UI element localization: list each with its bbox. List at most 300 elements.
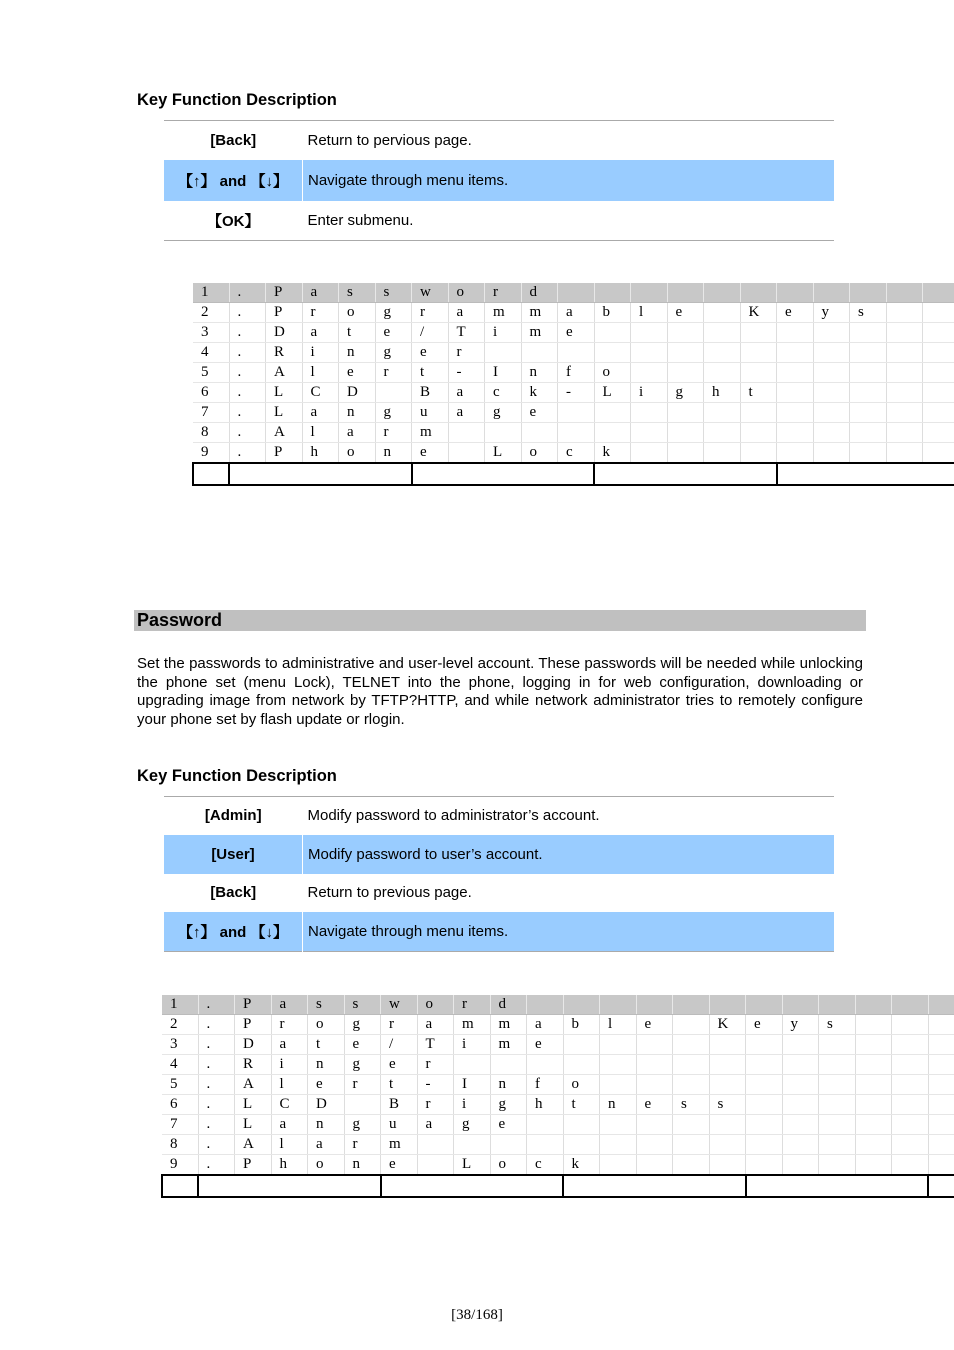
lcd-cell: c: [558, 443, 595, 464]
lcd-cell: m: [490, 1015, 527, 1035]
lcd-cell: [709, 1115, 746, 1135]
lcd-cell: r: [344, 1075, 381, 1095]
lcd-cell: [813, 403, 850, 423]
key-description: Modify password to administrator’s account.: [307, 807, 600, 825]
key-function-row: [164, 835, 834, 874]
lcd-cell: [886, 443, 923, 464]
lcd-cell: [923, 343, 954, 363]
key-description: Enter submenu.: [307, 211, 414, 229]
lcd-cell: [850, 383, 887, 403]
lcd-cell: [740, 283, 777, 303]
lcd-cell: [631, 343, 668, 363]
lcd-cell: B: [412, 383, 449, 403]
lcd-cell: e: [381, 1055, 418, 1075]
lcd-cell: .: [229, 403, 266, 423]
lcd-cell: [563, 995, 600, 1015]
lcd-cell: [558, 403, 595, 423]
lcd-cell: [636, 1035, 673, 1055]
lcd-cell: T: [448, 323, 485, 343]
lcd-cell: .: [198, 1035, 235, 1055]
lcd-cell: e: [558, 323, 595, 343]
lcd-cell: [886, 343, 923, 363]
lcd-cell: [928, 1115, 954, 1135]
lcd-cell: [782, 1115, 819, 1135]
key-function-heading: Key Function Description: [137, 767, 337, 785]
lcd-cell: [819, 995, 856, 1015]
key-name: [User]: [164, 835, 303, 874]
lcd-cell: L: [235, 1095, 272, 1115]
lcd-cell: a: [308, 1135, 345, 1155]
lcd-cell: [704, 323, 741, 343]
lcd-cell: [527, 995, 564, 1015]
lcd-cell: m: [521, 323, 558, 343]
lcd-cell: [563, 1135, 600, 1155]
lcd-cell: [928, 1155, 954, 1176]
lcd-cell: .: [198, 1115, 235, 1135]
lcd-cell: [850, 363, 887, 383]
lcd-row: [193, 383, 954, 403]
lcd-cell: L: [266, 383, 303, 403]
lcd-cell: r: [302, 303, 339, 323]
lcd-cell: 6: [193, 383, 229, 403]
lcd-cell: b: [594, 303, 631, 323]
lcd-softkey-slot: [777, 463, 954, 485]
lcd-cell: 1: [193, 283, 229, 303]
lcd-cell: [819, 1055, 856, 1075]
lcd-cell: [709, 1135, 746, 1155]
lcd-cell: e: [777, 303, 814, 323]
lcd-cell: t: [339, 323, 376, 343]
lcd-cell: r: [417, 1055, 454, 1075]
lcd-cell: a: [448, 383, 485, 403]
lcd-cell: n: [308, 1055, 345, 1075]
lcd-cell: -: [558, 383, 595, 403]
lcd-cell: [855, 995, 892, 1015]
lcd-cell: [886, 283, 923, 303]
lcd-cell: 7: [193, 403, 229, 423]
lcd-row: [193, 423, 954, 443]
lcd-cell: e: [521, 403, 558, 423]
lcd-cell: h: [271, 1155, 308, 1176]
lcd-row: [193, 283, 954, 303]
lcd-cell: [819, 1035, 856, 1055]
lcd-row: [162, 1035, 954, 1055]
lcd-cell: r: [381, 1015, 418, 1035]
key-function-row: [164, 121, 834, 160]
lcd-cell: [923, 363, 954, 383]
lcd-cell: g: [344, 1055, 381, 1075]
lcd-cell: [490, 1055, 527, 1075]
lcd-cell: n: [600, 1095, 637, 1115]
lcd-cell: [709, 1035, 746, 1055]
lcd-cell: [746, 1075, 783, 1095]
lcd-row: [193, 363, 954, 383]
lcd-cell: [563, 1055, 600, 1075]
lcd-cell: [813, 283, 850, 303]
section-paragraph: Set the passwords to administrative and user-level account. These passwords will be needed while unlocking the phone set (menu Lock), TELNET into the phone, logging in for web configuration, downloading or upgrading image from network by TFTP?HTTP, and while network administrator tries to remotely configure your phone set by flash update or rlogin.: [137, 655, 863, 728]
lcd-cell: s: [344, 995, 381, 1015]
lcd-cell: [527, 1115, 564, 1135]
lcd-cell: [855, 1035, 892, 1055]
lcd-cell: [527, 1135, 564, 1155]
lcd-cell: d: [521, 283, 558, 303]
lcd-cell: [777, 343, 814, 363]
lcd-cell: P: [235, 1155, 272, 1176]
lcd-cell: [740, 403, 777, 423]
lcd-cell: [850, 323, 887, 343]
lcd-cell: o: [594, 363, 631, 383]
lcd-cell: r: [344, 1135, 381, 1155]
lcd-cell: [594, 343, 631, 363]
lcd-cell: L: [266, 403, 303, 423]
lcd-cell: [819, 1155, 856, 1176]
key-name: 【OK】: [206, 212, 260, 230]
lcd-cell: [850, 423, 887, 443]
lcd-cell: [600, 1155, 637, 1176]
lcd-cell: 6: [162, 1095, 198, 1115]
lcd-cell: -: [417, 1075, 454, 1095]
lcd-softkey-slot: [229, 463, 412, 485]
lcd-cell: .: [198, 1135, 235, 1155]
lcd-cell: [886, 403, 923, 423]
lcd-cell: [892, 995, 929, 1015]
lcd-cell: .: [229, 303, 266, 323]
lcd-cell: r: [412, 303, 449, 323]
lcd-cell: h: [527, 1095, 564, 1115]
lcd-cell: [448, 443, 485, 464]
lcd-cell: 4: [162, 1055, 198, 1075]
lcd-cell: o: [490, 1155, 527, 1176]
lcd-cell: t: [563, 1095, 600, 1115]
lcd-cell: 5: [193, 363, 229, 383]
lcd-cell: a: [339, 423, 376, 443]
lcd-cell: e: [375, 323, 412, 343]
lcd-cell: o: [308, 1015, 345, 1035]
lcd-softkey-slot: [746, 1175, 929, 1197]
lcd-cell: [673, 1135, 710, 1155]
lcd-cell: D: [266, 323, 303, 343]
lcd-cell: D: [308, 1095, 345, 1115]
lcd-cell: [928, 995, 954, 1015]
lcd-cell: K: [709, 1015, 746, 1035]
lcd-cell: [636, 1135, 673, 1155]
lcd-cell: g: [490, 1095, 527, 1115]
lcd-cell: [631, 363, 668, 383]
lcd-cell: [673, 1015, 710, 1035]
lcd-cell: r: [375, 363, 412, 383]
lcd-cell: [892, 1155, 929, 1176]
lcd-cell: [563, 1115, 600, 1135]
lcd-cell: [777, 363, 814, 383]
lcd-cell: [521, 423, 558, 443]
lcd-row: [193, 323, 954, 343]
lcd-cell: [631, 283, 668, 303]
lcd-cell: [855, 1155, 892, 1176]
section-title: Password: [137, 610, 223, 630]
lcd-cell: [740, 323, 777, 343]
lcd-cell: t: [308, 1035, 345, 1055]
lcd-cell: a: [271, 1035, 308, 1055]
lcd-row: [162, 1015, 954, 1035]
lcd-cell: 3: [193, 323, 229, 343]
lcd-cell: d: [490, 995, 527, 1015]
lcd-cell: o: [339, 443, 376, 464]
lcd-row: [193, 443, 954, 464]
lcd-cell: o: [448, 283, 485, 303]
lcd-cell: [667, 363, 704, 383]
lcd-cell: C: [302, 383, 339, 403]
lcd-softkey-slot: [162, 1175, 198, 1197]
lcd-cell: a: [417, 1015, 454, 1035]
lcd-cell: m: [485, 303, 522, 323]
lcd-cell: L: [235, 1115, 272, 1135]
lcd-cell: [636, 1115, 673, 1135]
key-name: 【↑】 and 【↓】: [164, 160, 303, 201]
lcd-cell: r: [375, 423, 412, 443]
lcd-cell: [709, 1075, 746, 1095]
lcd-cell: [777, 323, 814, 343]
lcd-cell: e: [490, 1115, 527, 1135]
lcd-cell: [594, 283, 631, 303]
lcd-cell: [892, 1135, 929, 1155]
key-function-row: [164, 201, 834, 241]
lcd-cell: [704, 363, 741, 383]
key-function-heading: Key Function Description: [137, 91, 337, 109]
lcd-cell: [819, 1075, 856, 1095]
lcd-cell: [923, 443, 954, 464]
key-function-table: [164, 796, 834, 952]
lcd-cell: m: [412, 423, 449, 443]
lcd-cell: [558, 343, 595, 363]
lcd-cell: [782, 995, 819, 1015]
lcd-cell: [600, 1135, 637, 1155]
lcd-cell: .: [229, 283, 266, 303]
lcd-row: [193, 403, 954, 423]
lcd-cell: .: [229, 323, 266, 343]
lcd-cell: [667, 403, 704, 423]
lcd-softkey-slot: [381, 1175, 564, 1197]
lcd-cell: [850, 343, 887, 363]
lcd-cell: c: [485, 383, 522, 403]
lcd-cell: [923, 323, 954, 343]
lcd-softkey-slot: [193, 463, 229, 485]
lcd-cell: [600, 1055, 637, 1075]
lcd-softkey-slot: [412, 463, 595, 485]
lcd-cell: o: [339, 303, 376, 323]
lcd-cell: h: [704, 383, 741, 403]
lcd-cell: s: [375, 283, 412, 303]
lcd-row: [162, 1135, 954, 1155]
lcd-cell: [454, 1135, 491, 1155]
lcd-cell: [813, 443, 850, 464]
lcd-cell: .: [229, 443, 266, 464]
lcd-cell: [636, 1075, 673, 1095]
lcd-cell: [923, 383, 954, 403]
lcd-cell: B: [381, 1095, 418, 1115]
lcd-cell: [600, 1115, 637, 1135]
key-function-table: [164, 120, 834, 241]
lcd-row: [162, 1155, 954, 1176]
lcd-cell: g: [667, 383, 704, 403]
lcd-cell: [636, 1155, 673, 1176]
lcd-cell: u: [412, 403, 449, 423]
lcd-cell: [344, 1095, 381, 1115]
lcd-cell: [746, 1115, 783, 1135]
key-name: [Back]: [210, 131, 257, 149]
lcd-cell: n: [490, 1075, 527, 1095]
lcd-cell: o: [417, 995, 454, 1015]
lcd-cell: w: [381, 995, 418, 1015]
lcd-menu-screen: [192, 283, 954, 486]
lcd-cell: a: [271, 1115, 308, 1135]
lcd-cell: [886, 423, 923, 443]
lcd-cell: n: [344, 1155, 381, 1176]
lcd-cell: [740, 343, 777, 363]
lcd-cell: [782, 1055, 819, 1075]
lcd-cell: [855, 1115, 892, 1135]
lcd-cell: [892, 1055, 929, 1075]
key-description: Navigate through menu items.: [303, 160, 835, 201]
lcd-cell: w: [412, 283, 449, 303]
lcd-cell: g: [344, 1015, 381, 1035]
lcd-cell: [600, 1075, 637, 1095]
lcd-cell: 3: [162, 1035, 198, 1055]
key-function-row: [164, 912, 834, 952]
lcd-cell: e: [636, 1095, 673, 1115]
lcd-cell: i: [454, 1035, 491, 1055]
lcd-cell: 4: [193, 343, 229, 363]
lcd-cell: [850, 443, 887, 464]
lcd-cell: a: [302, 403, 339, 423]
lcd-cell: [527, 1055, 564, 1075]
lcd-cell: R: [235, 1055, 272, 1075]
lcd-cell: .: [198, 1075, 235, 1095]
lcd-cell: [454, 1055, 491, 1075]
lcd-cell: [923, 423, 954, 443]
key-description: Navigate through menu items.: [303, 912, 835, 952]
lcd-cell: L: [485, 443, 522, 464]
lcd-cell: e: [746, 1015, 783, 1035]
lcd-cell: c: [527, 1155, 564, 1176]
lcd-cell: [594, 323, 631, 343]
lcd-cell: s: [673, 1095, 710, 1115]
lcd-cell: [886, 323, 923, 343]
lcd-cell: [855, 1095, 892, 1115]
lcd-cell: [892, 1115, 929, 1135]
lcd-cell: [923, 303, 954, 323]
lcd-cell: [558, 423, 595, 443]
lcd-cell: 5: [162, 1075, 198, 1095]
lcd-cell: [782, 1155, 819, 1176]
key-description: Return to previous page.: [307, 884, 472, 901]
lcd-cell: [631, 323, 668, 343]
lcd-cell: /: [381, 1035, 418, 1055]
lcd-cell: k: [563, 1155, 600, 1176]
lcd-row: [162, 1115, 954, 1135]
lcd-cell: A: [266, 423, 303, 443]
lcd-cell: l: [271, 1075, 308, 1095]
lcd-cell: C: [271, 1095, 308, 1115]
lcd-cell: i: [631, 383, 668, 403]
lcd-cell: s: [339, 283, 376, 303]
lcd-cell: L: [454, 1155, 491, 1176]
key-name: 【↑】 and 【↓】: [164, 912, 303, 952]
lcd-cell: [631, 443, 668, 464]
section-title-bar: [134, 610, 866, 631]
lcd-cell: a: [448, 403, 485, 423]
lcd-row: [162, 1055, 954, 1075]
lcd-cell: i: [454, 1095, 491, 1115]
lcd-cell: [704, 283, 741, 303]
lcd-cell: [855, 1135, 892, 1155]
lcd-softkey-bar: [162, 1175, 954, 1197]
lcd-cell: i: [302, 343, 339, 363]
lcd-cell: [709, 1055, 746, 1075]
lcd-cell: [673, 1115, 710, 1135]
lcd-cell: m: [381, 1135, 418, 1155]
lcd-cell: l: [631, 303, 668, 323]
lcd-cell: g: [485, 403, 522, 423]
lcd-cell: [813, 343, 850, 363]
lcd-cell: [375, 383, 412, 403]
lcd-cell: [563, 1035, 600, 1055]
lcd-cell: i: [271, 1055, 308, 1075]
lcd-row: [162, 995, 954, 1015]
lcd-cell: [521, 343, 558, 363]
lcd-cell: n: [339, 343, 376, 363]
lcd-cell: [813, 363, 850, 383]
lcd-cell: l: [271, 1135, 308, 1155]
lcd-cell: t: [412, 363, 449, 383]
lcd-cell: [923, 283, 954, 303]
lcd-cell: l: [600, 1015, 637, 1035]
lcd-cell: [673, 1055, 710, 1075]
lcd-cell: e: [667, 303, 704, 323]
lcd-cell: D: [235, 1035, 272, 1055]
lcd-cell: [704, 343, 741, 363]
lcd-cell: [928, 1075, 954, 1095]
lcd-cell: [819, 1115, 856, 1135]
lcd-cell: [704, 443, 741, 464]
lcd-cell: 1: [162, 995, 198, 1015]
lcd-cell: .: [198, 1055, 235, 1075]
lcd-cell: [667, 443, 704, 464]
key-function-row: [164, 797, 834, 835]
lcd-cell: r: [417, 1095, 454, 1115]
lcd-cell: g: [375, 303, 412, 323]
lcd-cell: [855, 1055, 892, 1075]
lcd-cell: l: [302, 423, 339, 443]
lcd-cell: [777, 403, 814, 423]
lcd-cell: o: [521, 443, 558, 464]
lcd-cell: [594, 423, 631, 443]
page-number: [38/168]: [451, 1307, 503, 1323]
lcd-cell: s: [819, 1015, 856, 1035]
lcd-cell: [886, 363, 923, 383]
lcd-cell: a: [448, 303, 485, 323]
lcd-cell: D: [339, 383, 376, 403]
lcd-cell: [782, 1095, 819, 1115]
lcd-cell: [448, 423, 485, 443]
lcd-cell: t: [381, 1075, 418, 1095]
lcd-cell: 7: [162, 1115, 198, 1135]
lcd-cell: [928, 1035, 954, 1055]
lcd-cell: K: [740, 303, 777, 323]
lcd-cell: [631, 423, 668, 443]
lcd-cell: [782, 1135, 819, 1155]
lcd-cell: [813, 383, 850, 403]
lcd-cell: [667, 323, 704, 343]
